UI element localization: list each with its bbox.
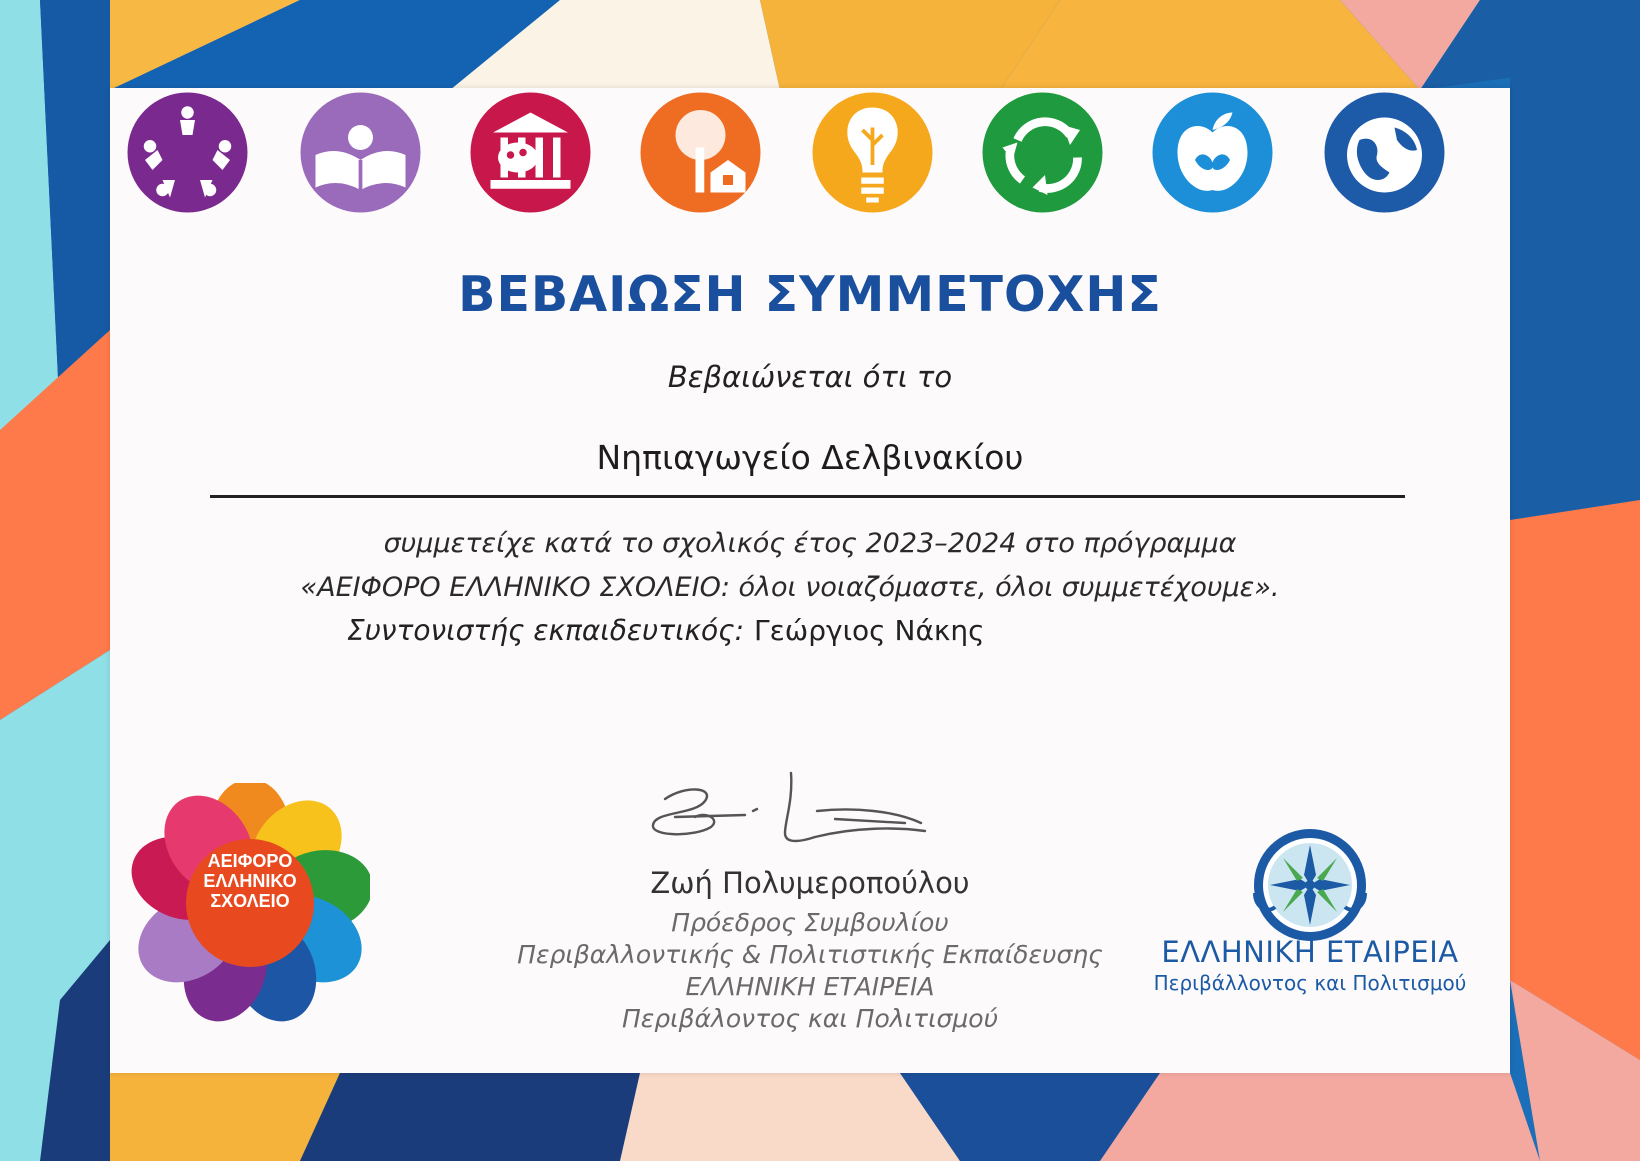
program-flower-logo <box>130 783 370 1023</box>
signer-title-line: Περιβαλλοντικής & Πολιτιστικής Εκπαίδευσης <box>517 940 1103 969</box>
participation-line: συμμετείχε κατά το σχολικός έτος 2023–2024 στο πρόγραμμα <box>383 528 1237 559</box>
certificate-card <box>110 88 1510 1073</box>
program-logo-line: ΑΕΙΦΟΡΟ <box>207 851 293 871</box>
program-line: «ΑΕΙΦΟΡΟ ΕΛΛΗΝΙΚΟ ΣΧΟΛΕΙΟ: όλοι νοιαζόμαστε, όλοι συμμετέχουμε». <box>300 572 1280 603</box>
people-circle-icon <box>125 90 250 215</box>
signer-title-line: Πρόεδρος Συμβουλίου <box>671 908 949 937</box>
certify-text: Βεβαιώνεται ότι το <box>667 360 953 394</box>
lightbulb-tree-icon <box>810 90 935 215</box>
program-logo-line: ΕΛΛΗΝΙΚΟ <box>203 871 297 891</box>
coordinator-label: Συντονιστής εκπαιδευτικός: <box>347 614 745 647</box>
coordinator-line <box>347 614 985 647</box>
organization-emblem-icon <box>1245 823 1375 953</box>
organization-subtitle: Περιβάλλοντος και Πολιτισμού <box>1153 971 1467 995</box>
theme-icon-row <box>110 88 1510 228</box>
program-logo-text <box>188 851 312 951</box>
signature-image <box>635 771 935 869</box>
program-logo-line: ΣΧΟΛΕΙΟ <box>210 891 290 911</box>
open-book-sun-icon <box>298 90 423 215</box>
museum-palette-icon <box>468 90 593 215</box>
name-underline <box>210 495 1405 498</box>
organization-name: ΕΛΛΗΝΙΚΗ ΕΤΑΙΡΕΙΑ <box>1161 935 1459 969</box>
coordinator-name: Γεώργιος Νάκης <box>754 614 985 647</box>
globe-icon <box>1322 90 1447 215</box>
tree-house-icon <box>638 90 763 215</box>
school-name: Νηπιαγωγείο Δελβινακίου <box>596 438 1024 477</box>
signer-title-line: ΕΛΛΗΝΙΚΗ ΕΤΑΙΡΕΙΑ <box>685 972 935 1001</box>
apple-heart-icon <box>1150 90 1275 215</box>
recycle-leaf-icon <box>980 90 1105 215</box>
signer-name: Ζωή Πολυμεροπούλου <box>650 866 970 900</box>
certificate-title: ΒΕΒΑΙΩΣΗ ΣΥΜΜΕΤΟΧΗΣ <box>458 266 1162 323</box>
signer-title-line: Περιβάλοντος και Πολιτισμού <box>621 1004 999 1033</box>
